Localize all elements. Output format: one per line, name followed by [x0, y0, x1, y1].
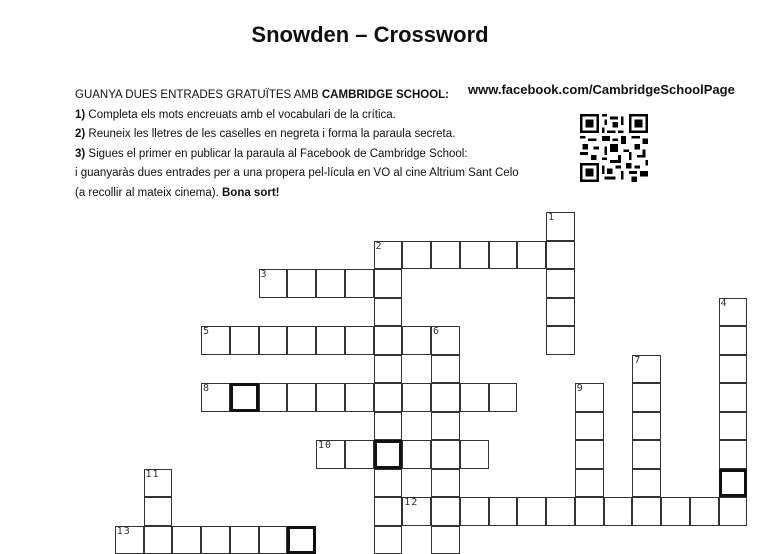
- crossword-cell[interactable]: [402, 326, 431, 355]
- crossword-cell[interactable]: [431, 383, 460, 412]
- clue-number: 12: [404, 497, 418, 508]
- crossword-cell[interactable]: [661, 497, 690, 526]
- crossword-cell[interactable]: [719, 383, 748, 412]
- crossword-cell[interactable]: [230, 526, 259, 554]
- crossword-cell[interactable]: [460, 440, 489, 469]
- crossword-cell[interactable]: [431, 412, 460, 441]
- crossword-cell[interactable]: [374, 526, 403, 554]
- crossword-cell[interactable]: [345, 440, 374, 469]
- clue-number: 2: [376, 241, 383, 252]
- crossword-cell[interactable]: [259, 326, 288, 355]
- clue-number: 10: [318, 440, 332, 451]
- crossword-cell[interactable]: [431, 326, 460, 355]
- instructions: [75, 86, 519, 203]
- crossword-cell[interactable]: [402, 383, 431, 412]
- crossword-cell[interactable]: [546, 326, 575, 355]
- crossword-cell-highlighted[interactable]: [719, 469, 748, 498]
- crossword-cell[interactable]: [431, 355, 460, 384]
- heading-bold: CAMBRIDGE SCHOOL:: [322, 89, 449, 101]
- crossword-cell[interactable]: [431, 469, 460, 498]
- crossword-cell[interactable]: [316, 440, 345, 469]
- clue-number: 6: [433, 326, 440, 337]
- crossword-cell[interactable]: [144, 526, 173, 554]
- crossword-cell[interactable]: [719, 355, 748, 384]
- crossword-cell[interactable]: [431, 497, 460, 526]
- step-text: Sigues el primer en publicar la paraula al Facebook de Cambridge School:: [85, 148, 467, 160]
- crossword-cell[interactable]: [489, 497, 518, 526]
- crossword-cell[interactable]: [546, 298, 575, 327]
- crossword-cell[interactable]: [402, 241, 431, 270]
- step-number: 3): [75, 148, 85, 160]
- crossword-cell[interactable]: [115, 526, 144, 554]
- crossword-cell[interactable]: [517, 497, 546, 526]
- crossword-cell[interactable]: [402, 440, 431, 469]
- crossword-cell[interactable]: [632, 412, 661, 441]
- crossword-cell[interactable]: [431, 526, 460, 554]
- crossword-cell[interactable]: [546, 241, 575, 270]
- crossword-cell[interactable]: [575, 412, 604, 441]
- crossword-cell[interactable]: [719, 298, 748, 327]
- crossword-cell[interactable]: [719, 412, 748, 441]
- crossword-cell[interactable]: [719, 497, 748, 526]
- crossword-cell[interactable]: [345, 326, 374, 355]
- crossword-cell[interactable]: [374, 241, 403, 270]
- crossword-cell[interactable]: [517, 241, 546, 270]
- crossword-cell[interactable]: [172, 526, 201, 554]
- instruction-step-1: [75, 106, 519, 126]
- crossword-cell[interactable]: [431, 241, 460, 270]
- website-link[interactable]: www.facebook.com/CambridgeSchoolPage: [468, 82, 735, 97]
- crossword-cell[interactable]: [345, 269, 374, 298]
- page-title: Snowden – Crossword: [0, 22, 740, 48]
- crossword-cell[interactable]: [201, 383, 230, 412]
- good-luck-text: Bona sort!: [222, 187, 280, 199]
- heading-text: GUANYA DUES ENTRADES GRATUÏTES AMB: [75, 89, 322, 101]
- crossword-cell[interactable]: [431, 440, 460, 469]
- crossword-cell[interactable]: [374, 269, 403, 298]
- crossword-cell-highlighted[interactable]: [287, 526, 316, 554]
- crossword-cell[interactable]: [632, 440, 661, 469]
- clue-number: 13: [117, 526, 131, 537]
- instruction-pickup: [75, 184, 519, 204]
- crossword-cell[interactable]: [287, 326, 316, 355]
- step-text: Reuneix les lletres de les caselles en negreta i forma la paraula secreta.: [85, 128, 455, 140]
- clue-number: 7: [634, 355, 641, 366]
- crossword-cell[interactable]: [374, 412, 403, 441]
- crossword-cell[interactable]: [604, 497, 633, 526]
- instruction-heading: [75, 86, 519, 106]
- crossword-cell[interactable]: [316, 269, 345, 298]
- crossword-cell[interactable]: [460, 497, 489, 526]
- crossword-cell[interactable]: [460, 383, 489, 412]
- instruction-step-2: [75, 125, 519, 145]
- crossword-cell[interactable]: [632, 497, 661, 526]
- crossword-cell[interactable]: [316, 326, 345, 355]
- crossword-cell[interactable]: [287, 383, 316, 412]
- crossword-cell[interactable]: [374, 298, 403, 327]
- crossword-cell[interactable]: [719, 440, 748, 469]
- clue-number: 3: [261, 269, 268, 280]
- crossword-cell[interactable]: [374, 497, 403, 526]
- crossword-cell[interactable]: [546, 212, 575, 241]
- crossword-cell[interactable]: [259, 383, 288, 412]
- crossword-cell[interactable]: [201, 526, 230, 554]
- crossword-cell[interactable]: [144, 497, 173, 526]
- crossword-cell[interactable]: [632, 355, 661, 384]
- clue-number: 4: [721, 298, 728, 309]
- crossword-cell[interactable]: [632, 469, 661, 498]
- step-number: 1): [75, 109, 85, 121]
- crossword-cell[interactable]: [489, 383, 518, 412]
- crossword-cell[interactable]: [575, 383, 604, 412]
- instruction-step-3: [75, 145, 519, 165]
- crossword-cell[interactable]: [489, 241, 518, 270]
- clue-number: 9: [577, 383, 584, 394]
- clue-number: 8: [203, 383, 210, 394]
- crossword-cell[interactable]: [287, 269, 316, 298]
- crossword-cell[interactable]: [259, 526, 288, 554]
- clue-number: 11: [146, 469, 160, 480]
- crossword-cell[interactable]: [719, 326, 748, 355]
- crossword-cell[interactable]: [575, 440, 604, 469]
- crossword-cell[interactable]: [546, 269, 575, 298]
- crossword-cell[interactable]: [632, 383, 661, 412]
- step-number: 2): [75, 128, 85, 140]
- crossword-cell[interactable]: [144, 469, 173, 498]
- crossword-cell[interactable]: [230, 326, 259, 355]
- step-text: Completa els mots encreuats amb el vocabulari de la crítica.: [85, 109, 396, 121]
- crossword-cell[interactable]: [575, 469, 604, 498]
- crossword-cell[interactable]: [316, 383, 345, 412]
- crossword-cell[interactable]: [690, 497, 719, 526]
- clue-number: 1: [548, 212, 555, 223]
- crossword-cell-highlighted[interactable]: [374, 440, 403, 469]
- crossword-cell[interactable]: [402, 497, 431, 526]
- crossword-cell[interactable]: [374, 355, 403, 384]
- qr-code-icon: [580, 114, 648, 182]
- clue-number: 5: [203, 326, 210, 337]
- crossword-cell[interactable]: [201, 326, 230, 355]
- crossword-cell[interactable]: [374, 383, 403, 412]
- crossword-cell[interactable]: [575, 497, 604, 526]
- crossword-cell[interactable]: [374, 469, 403, 498]
- crossword-cell-highlighted[interactable]: [230, 383, 259, 412]
- instruction-prize: i guanyaràs dues entrades per a una propera pel-lícula en VO al cine Altrium Sant Celo: [75, 164, 519, 184]
- crossword-cell[interactable]: [345, 383, 374, 412]
- pickup-text: (a recollir al mateix cinema).: [75, 187, 222, 199]
- crossword-cell[interactable]: [259, 269, 288, 298]
- crossword-cell[interactable]: [374, 326, 403, 355]
- crossword-cell[interactable]: [546, 497, 575, 526]
- crossword-cell[interactable]: [460, 241, 489, 270]
